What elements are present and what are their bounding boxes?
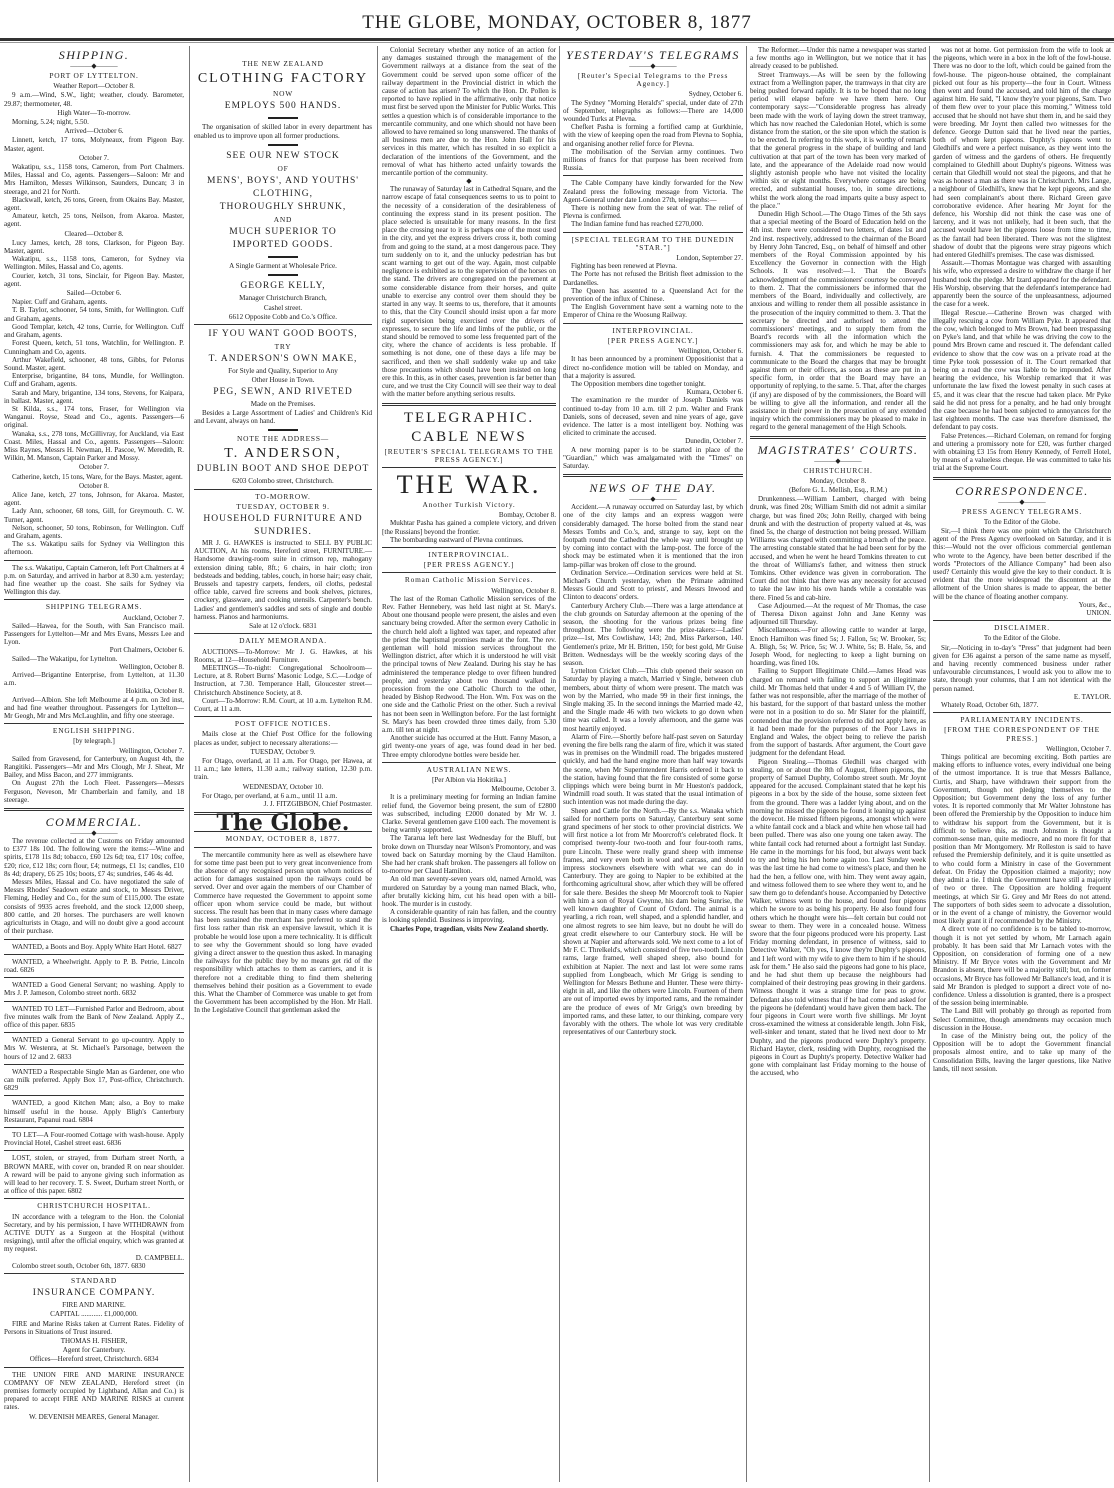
centered-line: [Per Albion via Hokitika.]	[431, 776, 507, 785]
article-paragraph: Alarm of Fire.—Shortly before half-past seven on Saturday evening the fire bells rang the alarm of fire, which it was stated was in premises on the Windmill road. The brigades mustered quickly, and had the hand engine more than half way towards the scene, when Mr Superintendent Harris ordered it back to the station, having found that the fire consisted of some gorse clippings which were being burnt in Mr Hueston's paddock, Windmill road south. It was stated that the usual intimation of such intention was not made during the day.	[563, 732, 743, 807]
article-paragraph: The s.s. Wakatipu sails for Sydney via Wellington this afternoon.	[4, 540, 184, 557]
rule-divider	[4, 1150, 184, 1151]
article-paragraph: 9 a.m.—Wind, S.W., light; weather, cloudy. Barometer, 29.87; thermometer, 48.	[4, 91, 184, 108]
article-paragraph: The examination re the murder of Joseph Daniels was continued to-day from 10 a.m. till 2 p.m. Walter and Frank Daniels, sons of deceased, seven and nine years of age, gave evidence. The latter is a most intelligent boy. Nothing was elicited to criminate the accused.	[563, 396, 743, 438]
column-divider	[189, 46, 190, 1482]
article-paragraph: The last of the Roman Catholic Mission services of the Rev. Father Hennebery, was held last night at St. Mary's. About one thousand people were present, the aisles and even sanctuary being crowded. After the sermon every Catholic in the church held aloft a lighted wax taper, and repeated after the priest the baptismal promises made at the font. The rev. gentleman will hold mission services throughout the Wellington district, after which it is understood he will visit the principal towns of New Zealand. During his stay he has administered the temperance pledge to over fifteen hundred people, and yesterday about two thousand walked in procession from the one Catholic Church to the other, headed by Bishop Redwood. The Hon. Wm. Fox was on the one side and the Catholic Priest on the other. Such a revival has not been seen in Wellington before. For the last fortnight St. Mary's has been crowded three times daily, from 5.30 a.m. till ten at night.	[382, 594, 556, 735]
ornament-divider: ◆	[466, 177, 472, 186]
article-paragraph: Dunedin High School.—The Otago Times of the 5th says that a special meeting of the Board of Education held on the 4th inst. there were considered two letters, of dates 1st and 2nd inst. respectively, addressed to the chairman of the Board by Henry John Tancred, Esq., on behalf of himself and other members of the Royal Commission appointed by his Excellency the Governor in connection with the High Schools. It was resolved:—1. That the Board's acknowledgment of the commissioners' courtesy be conveyed to them. 2. That the commissioners be informed that the members of the Board, individually and collectively, are anxious and willing to render them all possible assistance in the prosecution of the inquiry committed to them. 3. That the secretary be directed and authorised to attend the commissioners' meetings, and to supply them from the Board's records with all the information which the commissioners may ask for, and which he may be able to furnish. 4. That the commissioners be requested to communicate to the Board the charges that may be brought against them or their officers, as soon as these are put in a specific form, in order that the Board may have an opportunity of replying, to the same. 5. That, after the charges (if any) are disposed of by the commissioners, the Board will be willing to give all the information, and render all the assistance in their power in the prosecution of any extended inquiry which the commissioners may be pleased to make in regard to the general management of the High Schools.	[750, 210, 926, 432]
newspaper-masthead: THE GLOBE, MONDAY, OCTOBER 8, 1877	[362, 12, 752, 33]
article-paragraph: Wakatipu, s.s., 1158 tons, Cameron, from Port Chalmers. Miles, Hassal and Co, agents. Passengers—Saloon: Mr and Mrs Hamilton, Messrs Wilkinson, Saunders, Duncan; 3 in steerage, and 21 for North.	[4, 163, 184, 196]
dateline: Sydney, October 6.	[688, 90, 743, 99]
article-paragraph: Courier, ketch, 31 tons, Sinclair, for Pigeon Bay. Master, agent.	[4, 271, 184, 288]
subheading: [REUTER'S SPECIAL TELEGRAMS TO THE PRESS AGENCY.]	[384, 446, 554, 464]
ornament-divider: ———◆———	[998, 497, 1046, 506]
masthead-rule-thin	[0, 42, 1114, 43]
subheading: PARLIAMENTARY INCIDENTS.	[960, 715, 1084, 725]
section-heading: COMMERCIAL.	[45, 815, 143, 830]
centered-line: TUESDAY, October 9.	[250, 747, 316, 756]
article-paragraph: Sheep and Cattle for the North.—By the s.s. Wanaka which sailed for northern ports on Saturday, Canterbury sent some grand specimens of her stock to other provincial districts. We will first notice a lot from Mr Moorcroft's celebrated flock. It comprised twenty-four two-tooth and four four-tooth rams, pure Lincoln. These were really grand sheep with immense frames, and very even both in wool and carcass, and should impress stockowners elsewhere with what we can do in Canterbury. They are going to Napier to be exhibited at the forthcoming agricultural show, after which they will be offered for sale there. Besides the sheep Mr Moorcroft took to Napier with him a son of Royal Gwynne, his dam being Sunrise, the well known daughter of Count of Oxford. The animal is a yearling, a rich roan, well shaped, and a splendid handler, and one almost regrets to see him leave, but no doubt he will do great credit elsewhere to our Canterbury stock. He will be shown at Napier and afterwards sold. We next come to a lot of Mr F. C. Threlkeld's, which consisted of five two-tooth Lincoln rams, large framed, well shaped sheep, also bound for exhibition at Napier. The next and last lot were some rams supplied from Longbeach, which Mr Grigg is sending to Wellington for Messrs Bethune and Hunter. These were thirty-eight in all, and like the others were Lincoln. Fourteen of them are out of imported ewes by imported rams, and the remainder are the produce of ewes of Mr Grigg's own breeding by imported rams, and these latter, to our thinking, compare very favorably with the others. The whole lot was very creditable representatives of our Canterbury stock.	[563, 806, 743, 1037]
article-paragraph: The Porte has not refused the British fleet admission to the Dardanelles.	[563, 270, 743, 287]
article-paragraph: The organisation of skilled labor in every department has enabled us to improve upon all former productions.	[194, 123, 372, 140]
ornament-divider: ———◆———	[629, 62, 677, 70]
article-paragraph: Lucy James, ketch, 28 tons, Clarkson, for Pigeon Bay. Master, agent.	[4, 238, 184, 256]
centered-line: Monday, October 8.	[809, 476, 867, 485]
centered-line: To the Editor of the Globe.	[983, 634, 1061, 643]
article-paragraph: The runaway of Saturday last in Cathedral Square, and the narrow escape of fatal consequences seems to us to point to the necessity of a consideration of the desirableness of continuing the express stand in its present position. The place selected is unsuitable for many reasons. In the first place the crossing near to it is perhaps one of the most used in the city, and yet the express drivers cross it, both coming from and going to the stand, at a most dangerous pace. They turn suddenly on to it, and the unlucky pedestrian has but scant warning to get out of the way. Again, most culpable negligence is exhibited as to the supervision of the horses on the stand. The drivers are congregated on the pavement at some considerable distance from their horses, and quite unable to exercise any control over them should they be started in any way. It seems to us, therefore, that it amounts to this, that the City Council should insist upon a far more rigid supervision being exercised over the drivers of expresses, to secure the life and limbs of the public, or the stand should be removed to some less frequented part of the city, where the chance of accidents is less probable. If something is not done, one of these days a life may be sacrificed, and then we shall suddenly wake up and take those precautions which should have been insisted on long ere this. In this, as in other cases, prevention is far better than cure, and we trust the City Council will see their way to deal with the matter before anything serious results.	[382, 185, 556, 399]
column-1	[4, 46, 184, 1422]
article-paragraph: The Reformer.—Under this name a newspaper was started a few months ago in Wellington, but we notice that it has already ceased to be published.	[750, 46, 926, 71]
article-paragraph: A new morning paper is to be started in place of the "Guardian," which was amalgamated with the "Times" on Saturday.	[563, 445, 743, 470]
rule-divider	[194, 489, 372, 490]
advert-line: EMPLOYS 500 HANDS.	[224, 101, 342, 112]
rule-divider	[382, 762, 556, 763]
article-paragraph: Arthur Wakefield, schooner, 48 tons, Gibbs, for Pelorus Sound. Master, agent.	[4, 355, 184, 372]
centered-line: Arrived—October 6.	[64, 127, 124, 136]
editorial-masthead: The Globe.	[216, 810, 350, 837]
article-paragraph: Ordination Service.—Ordination services were held at St. Michael's Church yesterday, when the Primate admitted Messrs Gould and Scott to priests', and Messrs Inwood and Clinton to deacons' orders.	[563, 568, 743, 602]
centered-line: Sale at 12 o'clock. 6831	[249, 622, 317, 631]
dateline: Wellington, October 6.	[678, 347, 743, 356]
article-paragraph: Failing to Support Illegitimate Child.—James Head was charged on remand with failing to support an illegitimate child. Mr Thomas held that under 4 and 5 of William IV, the father was not responsible, after the marriage of the mother of his bastard, for the support of that bastard unless the mother were not in a position to do so. Mr Slater for the plaintiff, contended that the provision referred to did not apply here, as it had been made for the purposes of the Poor Laws in England and Wales, the object being to relieve the parish from the support of bastards. After argument, the Court gave judgment for the defendant Head.	[750, 667, 926, 758]
subheading: PORT OF LYTTELTON.	[49, 71, 139, 80]
centered-line: Cashel street.	[263, 303, 303, 312]
section-heading: CORRESPONDENCE.	[955, 483, 1089, 498]
article-paragraph: The Land Bill will probably go through as reported from Select Committee, though amendments may occasion much discussion in the House.	[933, 1007, 1111, 1032]
article-paragraph: Sailed—The Wakatipu, for Lyttelton.	[12, 654, 118, 663]
subheading: TUESDAY, OCTOBER 9.	[236, 501, 330, 511]
article-paragraph: Lady Ann, schooner, 68 tons, Gill, for Greymouth. C. W. Turner, agent.	[4, 507, 184, 524]
spacer	[194, 46, 372, 58]
article-paragraph: Arrived—Albion. She left Melbourne at 4 p.m. on 3rd inst, and had fine weather throughout. Passengers for Lyttelton—Mr Geogh, Mr and Mrs McLaughlin, and fifty one steerage.	[4, 695, 184, 721]
subheading: INTERPROVINCIAL.	[428, 549, 510, 559]
article-paragraph: T. B. Taylor, schooner, 54 tons, Smith, for Wellington. Cuff and Graham, agents.	[4, 306, 184, 323]
advert-line: INSURANCE COMPANY.	[32, 1288, 156, 1299]
rule-divider	[4, 1367, 184, 1368]
subheading: STANDARD	[70, 1276, 118, 1285]
dateline: Melbourne, October 3.	[491, 785, 556, 794]
article-paragraph: WANTED, a good Kitchen Man; also, a Boy to make himself useful in the house. Apply Bligh's Canterbury Restaurant, Papanui road. 6804	[4, 1099, 184, 1124]
article-paragraph: Chefket Pasha is forming a fortified camp at Gurkhinie, with the view of keeping open the road from Plevna to Sophia, and organising another relief force for Plevna.	[563, 123, 743, 148]
dateline: Wellington, October 8.	[491, 586, 556, 595]
rule-divider	[563, 175, 743, 176]
article-paragraph: Sir,—I think there was one point which the Christchurch agent of the Press Agency overlooked on Saturday, and it is this:—Would not the over officious commercial gentleman who wrote to the Agency, have been better described if the words "Protectors of the Alliance Company" had been also used? Certainly this would give the key to their conduct. It is evident that the more widespread the discontent at the allotment of the Union shares is made to appear, the better will be the chance of floating another company.	[933, 526, 1111, 601]
rule-divider	[382, 467, 556, 468]
article-paragraph: Charles Pope, tragedian, visits New Zealand shortly.	[390, 924, 549, 933]
article-paragraph: Whately Road, October 6th, 1877.	[941, 701, 1039, 710]
article-paragraph: Morning, 5.24; night, 5.50.	[12, 118, 89, 127]
subheading: AUSTRALIAN NEWS.	[426, 764, 512, 774]
rule-divider	[4, 1064, 184, 1065]
article-paragraph: Things political are becoming exciting. Both parties are making efforts to influence votes, every individual one being of the utmost importance. It is true that Messrs Ballance, Curtis, and Sharp, have withdrawn their support from the Government, though not pledging themselves to the Opposition; but Government deny the loss of any further votes. It is reported commonly that Mr Walter Johnstone has been offered the Premiership by the Opposition to induce him to withdraw his support from the Government, but it is difficult to believe this, as much Johnston is thought a common-sense man, quite mediocre, and no more fit for that position than Mr Montgomery. Mr Rolleston is said to have refused the Premiership definitely, and it is quite unsettled as to who could form a Ministry in case of the Government defeat. On Friday the Opposition claimed a majority; now they admit a tie. I think the Government have still a majority of two or three. The Opposition are holding frequent meetings, at which Sir G. Grey and Mr Rees do not attend. The supporters of both sides seem to advocate a dissolution, or in the event of a change of ministry, the Governor would most likely grant it if recommended by the Ministry.	[933, 753, 1111, 926]
article-paragraph: False Pretences.—Richard Coleman, on remand for forging and uttering a promissory note for £20, was further charged with obtaining £3 15s from Henry Kennedy, of Ferrell Hotel, by means of a valueless cheque. He was committed to take his trial at the Supreme Court.	[933, 431, 1111, 473]
rule-divider	[563, 232, 743, 233]
rule-divider	[382, 547, 556, 548]
advert-line: T. ANDERSON'S OWN MAKE,	[208, 354, 358, 365]
dateline: Yours, &c.,	[1078, 600, 1111, 609]
article-paragraph: On August 27th the Loch Fleet. Passengers—Messrs Ferguson, Neveson, Mr Chamberlain and family, and 18 steerage.	[4, 779, 184, 804]
article-paragraph: WANTED, a Wheelwright. Apply to P. B. Petrie, Lincoln road. 6826	[4, 957, 184, 974]
advert-line: DUBLIN BOOT AND SHOE DEPOT	[196, 464, 370, 475]
article-paragraph: Assault.—Thomas Montague was charged with assaulting his wife, who expressed a desire to withdraw the charge if her husband took the pledge. Mr Izard appeared for the defendant. His Worship, observing that the defendant's intemperance had apparently been the source of the unpleasantness, adjourned the case for a week.	[933, 259, 1111, 309]
subheading: DISCLAIMER.	[994, 623, 1050, 633]
centered-line: Sailed—October 6.	[66, 289, 122, 298]
article-paragraph: Drunkenness.—William Lambert, charged with being drunk, was fined 20s; William Smith did not admit a similar charge, but was fined 20s; John Reilly, charged with being drunk and with the destruction of property valued at 4s, was fined 5s, the charge of destruction not being pressed. William Williams was charged with committing a breach of the peace. The arresting constable stated that he had been sent for by the accused, and when he went he heard Tomkins threaten to cut the throat of Williams's father, and witness then struck Tomkins. Other evidence was given in corroboration. The Court did not think that there was any necessity for accused to take the law into his own hands while a constable was there. Fined 5s and cab-hire.	[750, 495, 926, 602]
centered-line: 6203 Colombo street, Christchurch.	[232, 477, 334, 486]
rule-divider	[750, 436, 926, 439]
article-paragraph: The mercantile community here as well as elsewhere have for some time past been put to very great inconvenience from the absence of any recognised person upon whom notices of action for damages sustained upon the railways could be served. Over and over again the members of our Chamber of Commerce have requested the Government to appoint some officer upon whom service could be made, but without success. The result has been that in many cases where damage has been sustained the merchant has preferred to stand the first loss rather than risk an expensive lawsuit, which it is probable he would lose upon a mere technicality. It is difficult to see why the Government should so long have evaded giving a direct answer to the question thus asked. In managing the railways for the public they by no means get rid of the responsibility which attaches to them as carriers, and it is therefore not a creditable thing to find them sheltering themselves behind their position as a Government to evade this. What the Chamber of Commerce was unable to get from the Government has been accomplished by the Hon. Mr Hall. In the Legislative Council that gentleman asked the	[194, 850, 372, 1015]
article-paragraph: Miscellaneous.—For allowing cattle to wander at large, Enoch Hamilton was fined 5s; J. Fallon, 5s; W. Brooker, 5s; A. Bligh, 5s; W. Price, 5s; W. J. White, 5s; B. Hale, 5s, and Joseph Wood, for neglecting to keep a light burning on hoarding, was fined 10s.	[750, 626, 926, 668]
section-heading: SHIPPING.	[58, 48, 130, 62]
centered-line: Cleared—October 8.	[64, 229, 124, 238]
centered-line: CAPITAL ............ £1,000,000.	[50, 1310, 138, 1319]
subheading: NOTE THE ADDRESS—	[237, 434, 329, 444]
subheading: ENGLISH SHIPPING.	[52, 726, 136, 736]
section-heading: YESTERDAY'S TELEGRAMS	[566, 48, 740, 62]
subheading: CHRISTCHURCH HOSPITAL.	[37, 1201, 151, 1211]
rule-divider	[194, 324, 372, 325]
dateline: Hokitika, October 8.	[125, 687, 184, 696]
centered-line: Weather Report—October 8.	[53, 82, 135, 91]
article-paragraph: The English Government have sent a warning note to the Emperor of China re the Woosung Railway.	[563, 303, 743, 320]
rule-divider	[268, 256, 298, 258]
advert-line: GEORGE KELLY,	[240, 281, 326, 292]
centered-line: FIRE AND MARINE.	[62, 1301, 126, 1310]
rule-divider	[4, 954, 184, 955]
article-paragraph: Blackwall, ketch, 26 tons, Green, from Okains Bay. Master, agent.	[4, 195, 184, 213]
dateline: D. CAMPBELL.	[135, 1253, 184, 1262]
centered-line: A Single Garment at Wholesale Price.	[229, 262, 337, 271]
article-paragraph: IN accordance with a telegram to the Hon. the Colonial Secretary, and by his permission, I have WITHDRAWN from ACTIVE DUTY as a Surgeon at the Hospital (without resigning), until after the official enquiry, which was granted at my request.	[4, 1212, 184, 1254]
centered-line: High Water—To-morrow.	[57, 108, 131, 117]
subheading: Another Turkish Victory.	[422, 499, 516, 509]
rule-divider	[4, 1273, 184, 1274]
article-paragraph: Alice Jane, ketch, 27 tons, Johnson, for Akaroa. Master, agent.	[4, 490, 184, 508]
subheading: INTERPROVINCIAL.	[612, 325, 694, 335]
centered-line: 6612 Opposite Cobb and Co.'s Office.	[228, 312, 338, 321]
article-paragraph: The Queen has assented to a Queensland Act for the prevention of the influx of Chinese.	[563, 286, 743, 304]
section-heading: CABLE NEWS	[411, 428, 527, 445]
article-paragraph: Good Templar, ketch, 42 tons, Currie, for Wellington. Cuff and Graham, agents.	[4, 322, 184, 340]
rule-divider	[4, 977, 184, 978]
article-paragraph: The bombarding eastward of Plevna continues.	[390, 535, 524, 544]
article-paragraph: Canterbury Archery Club.—There was a large attendance at the club grounds on Saturday afternoon at the opening of the season, the shooting for the various prizes being fine throughout. The following were the prize-takers:—Ladies' prize—1st, Mrs Cowlishaw, 143; 2nd, Miss Parkerson, 140. Gentlemen's prize, Mr H. Britten, 150; for best gold, Mr Guise Britten. Wednesdays will be the weekly scoring days of the season.	[563, 601, 743, 667]
advert-line: THOROUGHLY SHRUNK,	[219, 202, 347, 213]
article-paragraph: The Indian famine fund has reached £270,000.	[571, 220, 704, 229]
dateline: Port Chalmers, October 6.	[109, 646, 184, 655]
dateline: Auckland, October 7.	[122, 613, 184, 622]
dateline: UNION.	[1086, 609, 1111, 617]
subheading: TO-MORROW.	[255, 491, 311, 501]
centered-line: Agent for Canterbury.	[62, 1346, 126, 1355]
article-paragraph: A considerable quantity of rain has fallen, and the country is looking splendid. Business is improving.	[382, 908, 556, 925]
article-paragraph: In case of the Ministry being out, the policy of the Opposition will be to adopt the Government financial proposals almost entire, and to take up many of the Consolidation Bills, leaving the larger questions, like Native lands, till next session.	[933, 1031, 1111, 1073]
section-heading: MAGISTRATES' COURTS.	[757, 442, 919, 457]
article-paragraph: Messrs Miles, Hassal and Co. have negotiated the sale of Messrs Rhodes' Seadown estate and stock, to Messrs Driver, Fleming, Hedley and Co., for the sum of £115,000. The estate consists of 9935 acres freehold, and the stock 12,000 sheep, 800 cattle, and 20 horses. The purchasers are well known agriculturists in Otago, and will no doubt give a good account of their purchase.	[4, 878, 184, 936]
article-paragraph: Sailed from Gravesend, for Canterbury, on August 4th, the Rangitiki. Passengers—Mr and Mrs Clough, Mr J. Sheat, Mr Bailey, and Miss Bacon, and 277 immigrants.	[4, 754, 184, 780]
column-divider	[559, 46, 560, 1482]
rule-divider	[4, 723, 184, 724]
article-paragraph: Napier. Cuff and Graham, agents.	[12, 298, 108, 307]
headline: THE WAR.	[396, 469, 542, 499]
article-paragraph: THE UNION FIRE AND MARINE INSURANCE COMPANY OF NEW ZEALAND, Hereford street (in premises formerly occupied by Lightband, Allan and Co.) is prepared to accept FIRE AND MARINE RISKS at current rates.	[4, 1370, 184, 1412]
article-paragraph: Colonial Secretary whether any notice of an action for any damages sustained through the management of the Government railways at a distance from the seat of the Government could be served upon some officer of the railway department in the Provincial district in which the cause of action has arisen? To which the Hon. Dr. Pollen is reported to have replied in the affirmative, only that notice must first be served upon the Minister for Public Works. This settles a question which is of considerable importance to the mercantile community, and one which should not have been allowed to have remained so long unanswered. The thanks of all business men are due to the Hon. John Hall for his services in this matter, which has resulted in so explicit a declaration of the intentions of the Government, and the removal of what has hitherto acted unfairly towards the mercantile portion of the community.	[382, 46, 556, 178]
column-4	[563, 46, 743, 1036]
column-5	[750, 46, 926, 1078]
centered-line: THOMAS H. FISHER,	[60, 1337, 128, 1346]
advert-line: MUCH SUPERIOR TO	[229, 227, 337, 238]
article-paragraph: The Opposition members dine together tonight.	[571, 379, 706, 388]
rule-divider	[563, 474, 743, 477]
masthead-rule	[0, 38, 1114, 41]
article-paragraph: Catherine, ketch, 15 tons, Ware, for the Bays. Master, agent.	[12, 472, 183, 481]
subheading: AND	[273, 215, 293, 225]
rule-divider	[933, 620, 1111, 621]
centered-line: (Before G. L. Mellish, Esq., R.M.)	[788, 485, 888, 494]
centered-line: Other House in Town.	[251, 376, 315, 385]
article-paragraph: Mukhtar Pasha has gained a complete victory, and driven [the Russians] beyond the frontier.	[382, 519, 556, 536]
article-paragraph: There is nothing new from the seat of war. The relief of Plevna is confirmed.	[563, 204, 743, 221]
article-paragraph: Illegal Rescue.—Catherine Brown was charged with illegally rescuing a cow from William Pyke. It appeared that the cow, which belonged to Mrs Brown, had been trespassing on Pyke's land, and that while he was driving the cow to the pound Mrs Brown came and rescued it. The defendant called evidence to show that the cow was on a private road at the time Pyke took possession of it. The Court remarked that being on a road the cow was liable to be impounded. After hearing the evidence, his Worship remarked that it was unfortunate the law fixed the lowest penalty in such cases at £5, and it was clear that the rescue had taken place. Mr Pyke said he did not press for a penalty, and he had only brought the case because he had been subjected to annoyances for the last eighteen months. The case was therefore dismissed, the defendant to pay costs.	[933, 308, 1111, 432]
article-paragraph: WANTED a Good General Servant; no washing. Apply to Mrs J. P. Jameson, Colombo street north. 6832	[4, 981, 184, 998]
article-paragraph: AUCTIONS—To-Morrow: Mr J. G. Hawkes, at his Rooms, at 12—Household Furniture.	[194, 647, 372, 664]
rule-divider	[4, 560, 184, 561]
article-paragraph: The Tararua left here last Wednesday for the Bluff, but broke down on Thursday near Wilson's Promontory, and was towed back on Saturday morning by the Claud Hamilton. She had her crank shaft broken. The passengers all follow on to-morrow per Claud Hamilton.	[382, 834, 556, 876]
centered-line: October 7.	[79, 153, 109, 162]
article-paragraph: An old man seventy-seven years old, named Arnold, was murdered on Saturday by a young man named Black, who, after brutally kicking him, cut his head open with a bill-hook. The murder is in custody.	[382, 875, 556, 909]
ornament-divider: ———◆———	[70, 62, 118, 70]
column-divider	[746, 46, 747, 1482]
subheading: THE NEW ZEALAND	[242, 59, 324, 68]
advert-display-line: CLOTHING FACTORY	[197, 71, 369, 87]
article-paragraph: Mails close at the Chief Post Office for the following places as under, subject to necessary alterations:—	[194, 730, 372, 747]
rule-divider	[563, 323, 743, 324]
rule-divider	[194, 633, 372, 634]
rule-divider	[268, 274, 298, 276]
rule-divider	[382, 403, 556, 406]
article-paragraph: Wakatipu, s.s., 1158 tons, Cameron, for Sydney via Wellington. Miles, Hassal and Co, agents.	[4, 255, 184, 272]
article-paragraph: was not at home. Got permission from the wife to look at the pigeons, which were in a box in the loft of the fowl-house. There was no door to the loft, which could be gained from the fowl-house. The pigeon-house obtained, the complainant picked out four as his property—the four in Court. Witness then went and found the accused, and told him of the charge against him. He said, "I know they're your pigeons, Sam. Two of them flew over to your place this morning." Witness told accused that he should not have shut them in, and he said they were breeding. Mr Joynt then called two witnesses for the defence. George Dutton said that he lived near the parties, both of whom kept pigeons. Duphty's pigeons went to Gledhill's and were a perfect nuisance, as they went into the garden of witness and the gardens of others. He frequently complained to Gledhill about Duphty's pigeons. Witness was certain that Gledhill would not steal the pigeons, and that he was as honest a man as there was in Christchurch. Mrs Lange, a neighbour of Gledhill's, knew that he kept pigeons, and she had seen complainant's about there. Richard Green gave corroborative evidence. After hearing Mr Joynt for the defence, his Worship did not think the case was one of larceny, and it was not unlikely, had it been such, that the accused would have let the pigeons loose from time to time, as the fantail had been liberated. There was not the slightest shadow of doubt that the pigeons were stray pigeons which had entered Gledhill's premises. The case was dismissed.	[933, 46, 1111, 260]
subheading: CHRISTCHURCH.	[803, 465, 873, 475]
column-3	[382, 46, 556, 933]
article-paragraph: The Sydney "Morning Herald's" special, under date of 27th of September, telegraphs as follows:—There are 14,000 wounded Turks at Plevna.	[563, 98, 743, 124]
article-paragraph: Sir,—Noticing in to-day's "Press" that judgment had been given for £36 against a person of the same name as myself, and having recently commenced business under rather unfavourable circumstances, I would ask you to allow me to state, through your columns, that I am not identical with the person named.	[933, 643, 1111, 693]
advert-line: SEE OUR NEW STOCK	[226, 150, 340, 161]
article-paragraph: For Otago, per overland, at 6 a.m., until 11 a.m.	[202, 791, 338, 800]
advert-line: CLOTHING,	[253, 189, 313, 200]
centered-line: For Style and Quality, Superior to Any	[228, 367, 338, 376]
article-paragraph: TO LET—A Four-roomed Cottage with wash-house. Apply Provincial Hotel, Cashel street east. 6836	[4, 1130, 184, 1148]
article-paragraph: Sarah and Mary, brigantine, 134 tons, Stevens, for Kaipara, in ballast. Master, agent.	[4, 388, 184, 405]
subheading: OF	[277, 163, 289, 173]
column-2	[194, 46, 372, 1015]
ornament-divider: ———◆———	[70, 829, 118, 838]
centered-line: W. DEVENISH MEARES, General Manager.	[29, 1412, 159, 1421]
subheading: [PER PRESS AGENCY.]	[607, 335, 699, 345]
column-6	[933, 46, 1111, 1073]
dateline: Bombay, October 8.	[498, 511, 556, 520]
centered-line: Offices—Hereford street, Christchurch. 6834	[29, 1355, 159, 1364]
article-paragraph: Pigeon Stealing.—Thomas Gledhill was charged with stealing, on or about the 8th of August, fifteen pigeons, the property of Samuel Duphty, Colombo street south. Mr Joynt appeared for the accused. Complainant stated that he kept his pigeons in a box by the side of the house, some sixteen feet from the ground. There was a ladder lying about, and on the morning he missed the pigeons he found it leaning up against the dovecot. He missed fifteen pigeons, amongst which were a white fantail cock and a black and white hen whose tail had been pulled. There was also one young one taken away. The white fantail cock had returned about a fortnight last Sunday. He came in the mornings for his food, but always went back to try and bring his hen home again too. Last Sunday week was the last time he had come to witness's place, and then he had the hen, a fellow one, with him. They went away again, and witness followed them to see where they went to, and he saw them go to defendant's house. Accompanied by Detective Walker, witness went to the house, and found four pigeons which he swore to as being his property. He also found four others which he thought were his—felt certain but could not swear to them. They were in a concealed house. Witness swore that the four pigeons produced were his property. Last Friday morning defendant, in presence of witness, said to Detective Walker, "Oh yes, I know they're Duphty's pigeons, and I left word with my wife to give them to him if he should ask for them." He also said the pigeons had gone to his place, and he had shut them up because the neighbours had complained of their destroying peas growing in their gardens. Witness thought it was a strange time for peas to grow. Defendant also told witness that if he had come and asked for the pigeons he (defendant) would have given them back. The four pigeons in Court were worth five shillings. Mr Joynt cross-examined the witness at considerable length. John Fisk, well-sinker and tenant, stated that he lived next door to Mr Duphty, and the pigeons produced were Duphty's property. Richard Hayter, clerk, residing with Duphty, recognised the pigeons in Court as Duphty's property. Detective Walker had gone with complainant last Friday morning to the house of the accused, who	[750, 757, 926, 1078]
article-paragraph: Court—To-Morrow: R.M. Court, at 10 a.m. Lyttelton R.M. Court, at 11 a.m.	[194, 696, 372, 713]
subheading: MONDAY, OCTOBER 8, 1877.	[225, 834, 341, 844]
centered-line: [by telegraph.]	[73, 737, 115, 746]
article-paragraph: Arrived—Brigantine Enterprise, from Lyttelton, at 11.30 a.m.	[4, 671, 184, 688]
advert-line: IMPORTED GOODS.	[232, 240, 334, 251]
article-paragraph: For Otago, overland, at 11 a.m. For Otago, per Hawea, at 11 a.m.; late letters, 11.30 a.m.; railway station, 12.30 p.m. train.	[194, 756, 372, 782]
subheading: TRY	[274, 342, 292, 352]
advert-line: PEG, SEWN, AND RIVETED	[213, 386, 353, 397]
rule-divider	[268, 429, 298, 431]
article-paragraph: WANTED a Respectable Single Man as Gardener, one who can milk preferred. Apply Box 17, Post-office, Christchurch. 6829	[4, 1067, 184, 1093]
article-paragraph: Case Adjourned.—At the request of Mr Thomas, the case of Theresa Dixon against John and Jane Kenny was adjourned till Thursday.	[750, 601, 926, 627]
article-paragraph: It has been announced by a prominent Oppositionist that a direct no-confidence motion will be tabled on Monday, and that a majority is assured.	[563, 355, 743, 380]
ornament-divider: ———◆———	[814, 456, 862, 465]
article-paragraph: Sailed—Hawea, for the South, with San Francisco mail. Passengers for Lyttelton—Mr and Mrs Evans, Messrs Lee and Lyon.	[4, 621, 184, 647]
rule-divider	[933, 712, 1111, 713]
article-paragraph: MEETINGS—To-night: Congregational Schoolroom—Lecture, at 8. Robert Burns' Masonic Lodge, S.C.—Lodge of Instruction, at 7.30. Temperance Hall, Gloucester street—Christchurch Abstinence Society, at 8.	[194, 663, 372, 697]
advert-line: IF YOU WANT GOOD BOOTS,	[208, 329, 358, 340]
advert-display-line: T. ANDERSON,	[224, 446, 342, 462]
article-paragraph: It is a preliminary meeting for forming an Indian famine relief fund, the Governor being present, the sum of £2800 was subscribed, including £2000 donated by Mr W. J. Clarke. Several gentlemen gave £100 each. The movement is being warmly supported.	[382, 793, 556, 835]
section-heading: TELEGRAPHIC.	[403, 409, 535, 426]
subheading: DAILY MEMORANDA.	[239, 636, 327, 646]
column-divider	[377, 46, 378, 1482]
dateline: J. J. FITZGIBBON, Chief Postmaster.	[263, 799, 372, 808]
centered-line: To the Editor of the Globe.	[983, 517, 1061, 526]
dateline: Wellington, October 8.	[119, 662, 184, 671]
centered-line: Made on the Premises.	[250, 399, 316, 408]
subheading: [PER PRESS AGENCY.]	[423, 560, 515, 570]
rule-divider	[4, 1032, 184, 1033]
subheading: [SPECIAL TELEGRAM TO THE DUNEDIN "STAR."]	[571, 234, 735, 252]
article-paragraph: The Cable Company have kindly forwarded for the New Zealand press the following message from Victoria. The Agent-General under date London 27th, telegraphs:—	[563, 179, 743, 204]
article-paragraph: FIRE and Marine Risks taken at Current Rates. Fidelity of Persons in Situations of Trust insured.	[4, 1319, 184, 1336]
section-heading: NEWS OF THE DAY.	[589, 481, 717, 496]
article-paragraph: WANTED, a Boots and Boy. Apply White Hart Hotel. 6827	[12, 942, 182, 951]
article-paragraph: Enterprise, brigantine, 84 tons, Mundle, for Wellington. Cuff and Graham, agents.	[4, 372, 184, 389]
article-paragraph: Colombo street south, October 6th, 1877. 6830	[12, 1261, 146, 1270]
article-paragraph: WANTED a General Servant to go up-country. Apply to Mrs W. Westenra, at St. Michael's Parsonage, between the hours of 12 and 2. 6833	[4, 1036, 184, 1061]
centered-line: Manager Christchurch Branch,	[239, 294, 327, 303]
subheading: PRESS AGENCY TELEGRAMS.	[961, 506, 1083, 516]
article-paragraph: Linnett, ketch, 17 tons, Molyneaux, from Pigeon Bay. Master, agent.	[4, 136, 184, 153]
article-paragraph: Street Tramways.—As will be seen by the following extract from a Wellington paper, the tramways in that city are being pushed forward rapidly. It is to be hoped that no long period will elapse before we have them here. Our contemporary says:—"Considerable progress has already been made with the work of laying down the street tramway, which has now reached the Caledonian Hotel, which is some distance from the station, or the site upon which the station is to be erected. In referring to this work, it is worthy of remark that the general progress in the shape of building and land cultivation at that part of the town has been very marked of late, and the appearance of the Adelaide road now would slightly astonish people who have not visited the locality within six or eight months. Everywhere cottages are being erected, and substantial houses, too, in some directions, whilst the work along the road imparts quite a busy aspect to the place."	[750, 70, 926, 210]
subheading: [Reuter's Special Telegrams to the Press Agency.]	[577, 71, 729, 89]
rule-divider	[268, 144, 298, 146]
article-paragraph: The mobilisation of the Servian army continues. Two millions of francs for that purpose has been received from Russia.	[563, 147, 743, 173]
article-paragraph: St Kilda, s.s., 174 tons, Fraser, for Wellington via Wanganui. Royse, Stead and Co., agents. Passengers—6 original.	[4, 404, 184, 430]
article-paragraph: A direct vote of no confidence is to be tabled to-morrow, though it is not yet settled by whom, Mr Larnach again probably. It has been said that Mr Larnach votes with the Opposition, on consideration of forming one of a new Ministry. If Mr Bryce votes with the Government and Mr Brandon is absent, there will be a majority still; but, on former occasions, Mr Bryce has followed Mr Ballance's lead, and it is said Mr Brandon is pledged to support a direct vote of no-confidence. Unless a dissolution is granted, there is a prospect of the session being interminable.	[933, 925, 1111, 1008]
centered-line: WEDNESDAY, October 10.	[242, 782, 324, 791]
centered-line: October 7.	[79, 463, 109, 472]
dateline: London, September 27.	[676, 254, 743, 263]
article-paragraph: Fighting has been renewed at Plevna.	[571, 262, 677, 271]
advert-line: MENS', BOYS', AND YOUTHS'	[207, 176, 359, 187]
dateline: E. TAYLOR.	[1073, 692, 1111, 701]
article-paragraph: Forest Queen, ketch, 51 tons, Watchlin, for Wellington. P. Cunningham and Co, agents.	[4, 339, 184, 356]
article-paragraph: The revenue collected at the Customs on Friday amounted to £377 18s 10d. The following were the items:—Wine and spirits, £178 11s 8d; tobacco, £60 12s 6d; tea, £17 10s; coffee, £20; rice, £12 18s; corn flour, £4; nutmegs, £1 1s; candles, £10 8s 4d; drapery, £6 25 10s; boots, £7 4s; sundries, £46 4s 4d.	[4, 837, 184, 878]
advert-line: HOUSEHOLD FURNITURE AND SUNDRIES.	[203, 514, 363, 538]
dateline: Wellington, October 7.	[1046, 744, 1111, 753]
dateline: Wellington, October 7.	[119, 746, 184, 755]
subheading: Roman Catholic Mission Services.	[404, 575, 534, 585]
rule-divider	[933, 477, 1111, 480]
article-paragraph: The s.s. Wakatipu, Captain Cameron, left Port Chalmers at 4 p.m. on Saturday, and arrived in harbor at 8.30 a.m. yesterday; had fine weather up the coast. She sails for Sydney via Wellington this day.	[4, 563, 184, 597]
column-divider	[929, 46, 930, 1482]
article-paragraph: Nelson, schooner, 50 tons, Robinson, for Wellington. Cuff and Graham, agents.	[4, 523, 184, 540]
centered-line: October 8.	[79, 481, 109, 490]
article-paragraph: Besides a Large Assortment of Ladies' and Children's Kid and Levant, always on hand.	[194, 408, 372, 426]
subheading: [FROM THE CORRESPONDENT OF THE PRESS.]	[944, 725, 1100, 743]
rule-divider	[4, 1095, 184, 1096]
article-paragraph: LOST, stolen, or strayed, from Durham street North, a BROWN MARE, with cover on, branded R on near shoulder. A reward will be paid to anyone giving such information as will lead to her recovery. T. S. Sweet, Durham street North, or at office of this paper. 6802	[4, 1154, 184, 1196]
dateline: Dunedin, October 7.	[685, 437, 743, 446]
rule-divider	[4, 939, 184, 940]
article-paragraph: Lyttelton Cricket Club.—This club opened their season on Saturday by playing a match, Married v Single, between club members, about thirty of whom were present. The match was won by the Married, who made 99 in their first innings, the Single making 35. In the second innings the Married made 42, and the Single made 46 with two wickets to go down when time was called. It was a lovely afternoon, and the game was most heartily enjoyed.	[563, 667, 743, 733]
rule-divider	[4, 1198, 184, 1199]
ornament-divider: ———◆———	[629, 495, 677, 504]
article-paragraph: MR J. G. HAWKES is instructed to SELL BY PUBLIC AUCTION, At his rooms, Hereford street, FURNITURE.—Handsome drawing-room suite in crimson rep, mahogany extension dining table, 8ft.; 6 chairs, in hair cloth; iron bedsteads and bedding, tables, couch, in horse hair; easy chair, Brussels and tapestry carpets, fenders, oil cloths, pedestal office table, carved fire screens and book shelves, pictures, crockery, glassware, and cooking utensils. Carpenter's bench. Ladies' and gentlemen's saddles and sets of single and double harness. Pianos and harmoniums.	[194, 539, 372, 621]
subheading: SHIPPING TELEGRAMS.	[45, 602, 143, 612]
article-paragraph: Another suicide has occurred at the Hutt. Fanny Mason, a girl twenty-one years of age, was found dead in her bed. Three empty chlorodyne bottles were beside her.	[382, 734, 556, 759]
rule-divider	[268, 117, 298, 119]
article-paragraph: WANTED TO LET—Furnished Parlor and Bedroom, about five minutes walk from the Bank of New Zealand. Apply Z., office of this paper. 6835	[4, 1004, 184, 1029]
rule-divider	[4, 1127, 184, 1128]
rule-divider	[4, 1001, 184, 1002]
rule-divider	[4, 808, 184, 811]
rule-divider	[194, 847, 372, 848]
subheading: POST OFFICE NOTICES.	[234, 719, 332, 729]
article-paragraph: Amateur, ketch, 25 tons, Neilson, from Akaroa. Master, agent.	[4, 212, 184, 229]
article-paragraph: Accident.—A runaway occurred on Saturday last, by which one of the city lamps and an express waggon were considerably damaged. The horse bolted from the stand near Messrs Tombs and Co.'s, and, strange to say, kept on the footpath round the Cathedral the whole way until brought up by coming into contact with the lamp-post. The force of the shock may be estimated when it is mentioned that the iron lamp-pillar was broken off close to the ground.	[563, 503, 743, 569]
rule-divider	[4, 599, 184, 600]
dateline: Kumara, October 6.	[686, 388, 743, 397]
subheading: NOW	[272, 89, 294, 99]
rule-divider	[382, 572, 556, 573]
rule-divider	[194, 716, 372, 717]
article-paragraph: Wanaka, s.s., 278 tons, McGillivray, for Auckland, via East Coast. Miles, Hassal and Co., agents. Passengers—Saloon: Miss Raynes, Messrs H. Newman, H. Pascoe, W. Meredith, R. Wilkin, M. Manson, Captain Parker and Mossy.	[4, 429, 184, 463]
